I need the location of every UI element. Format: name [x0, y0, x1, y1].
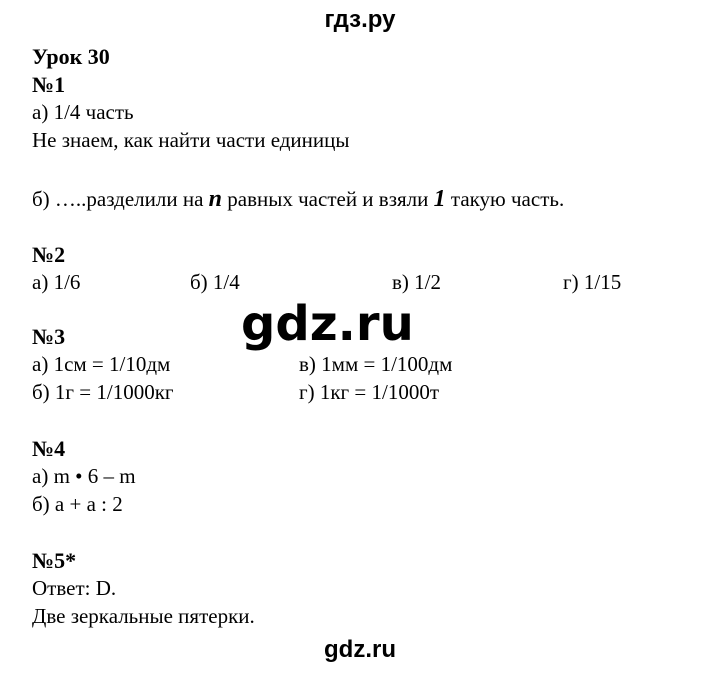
task3-answer-v: в) 1мм = 1/100дм — [299, 352, 453, 376]
task5-explanation: Две зеркальные пятерки. — [32, 604, 255, 628]
task2-answer-b: б) 1/4 — [190, 270, 240, 294]
site-header: гдз.ру — [324, 6, 396, 33]
task5-answer: Ответ: D. — [32, 576, 117, 600]
task3-answer-g: г) 1кг = 1/1000т — [299, 380, 440, 404]
task1-b-mid: равных частей и взяли — [227, 187, 429, 211]
task1-answer-a: а) 1/4 часть — [32, 100, 134, 124]
task1-b-start: б) …..разделили на — [32, 187, 204, 211]
task1-number: №1 — [32, 72, 66, 97]
site-footer: gdz.ru — [324, 636, 396, 663]
task3-answer-a: а) 1см = 1/10дм — [32, 352, 171, 376]
task2-answer-a: а) 1/6 — [32, 270, 81, 294]
task1-b-end: такую часть. — [450, 187, 565, 211]
task3-answer-b: б) 1г = 1/1000кг — [32, 380, 174, 404]
task2-answer-v: в) 1/2 — [392, 270, 441, 294]
task3-number: №3 — [32, 324, 66, 349]
watermark: gdz.ru — [241, 296, 414, 352]
task5-number: №5* — [32, 548, 77, 573]
task2-answer-g: г) 1/15 — [563, 270, 622, 294]
lesson-title: Урок 30 — [32, 44, 110, 69]
task4-number: №4 — [32, 436, 66, 461]
task1-answer-b — [32, 186, 564, 213]
task1-b-one: 1 — [433, 186, 446, 212]
task4-answer-a: а) m • 6 – m — [32, 464, 136, 488]
task1-note: Не знаем, как найти части единицы — [32, 128, 350, 152]
task1-b-n: n — [208, 186, 223, 212]
task4-answer-b: б) a + a : 2 — [32, 492, 123, 516]
task2-number: №2 — [32, 242, 66, 267]
